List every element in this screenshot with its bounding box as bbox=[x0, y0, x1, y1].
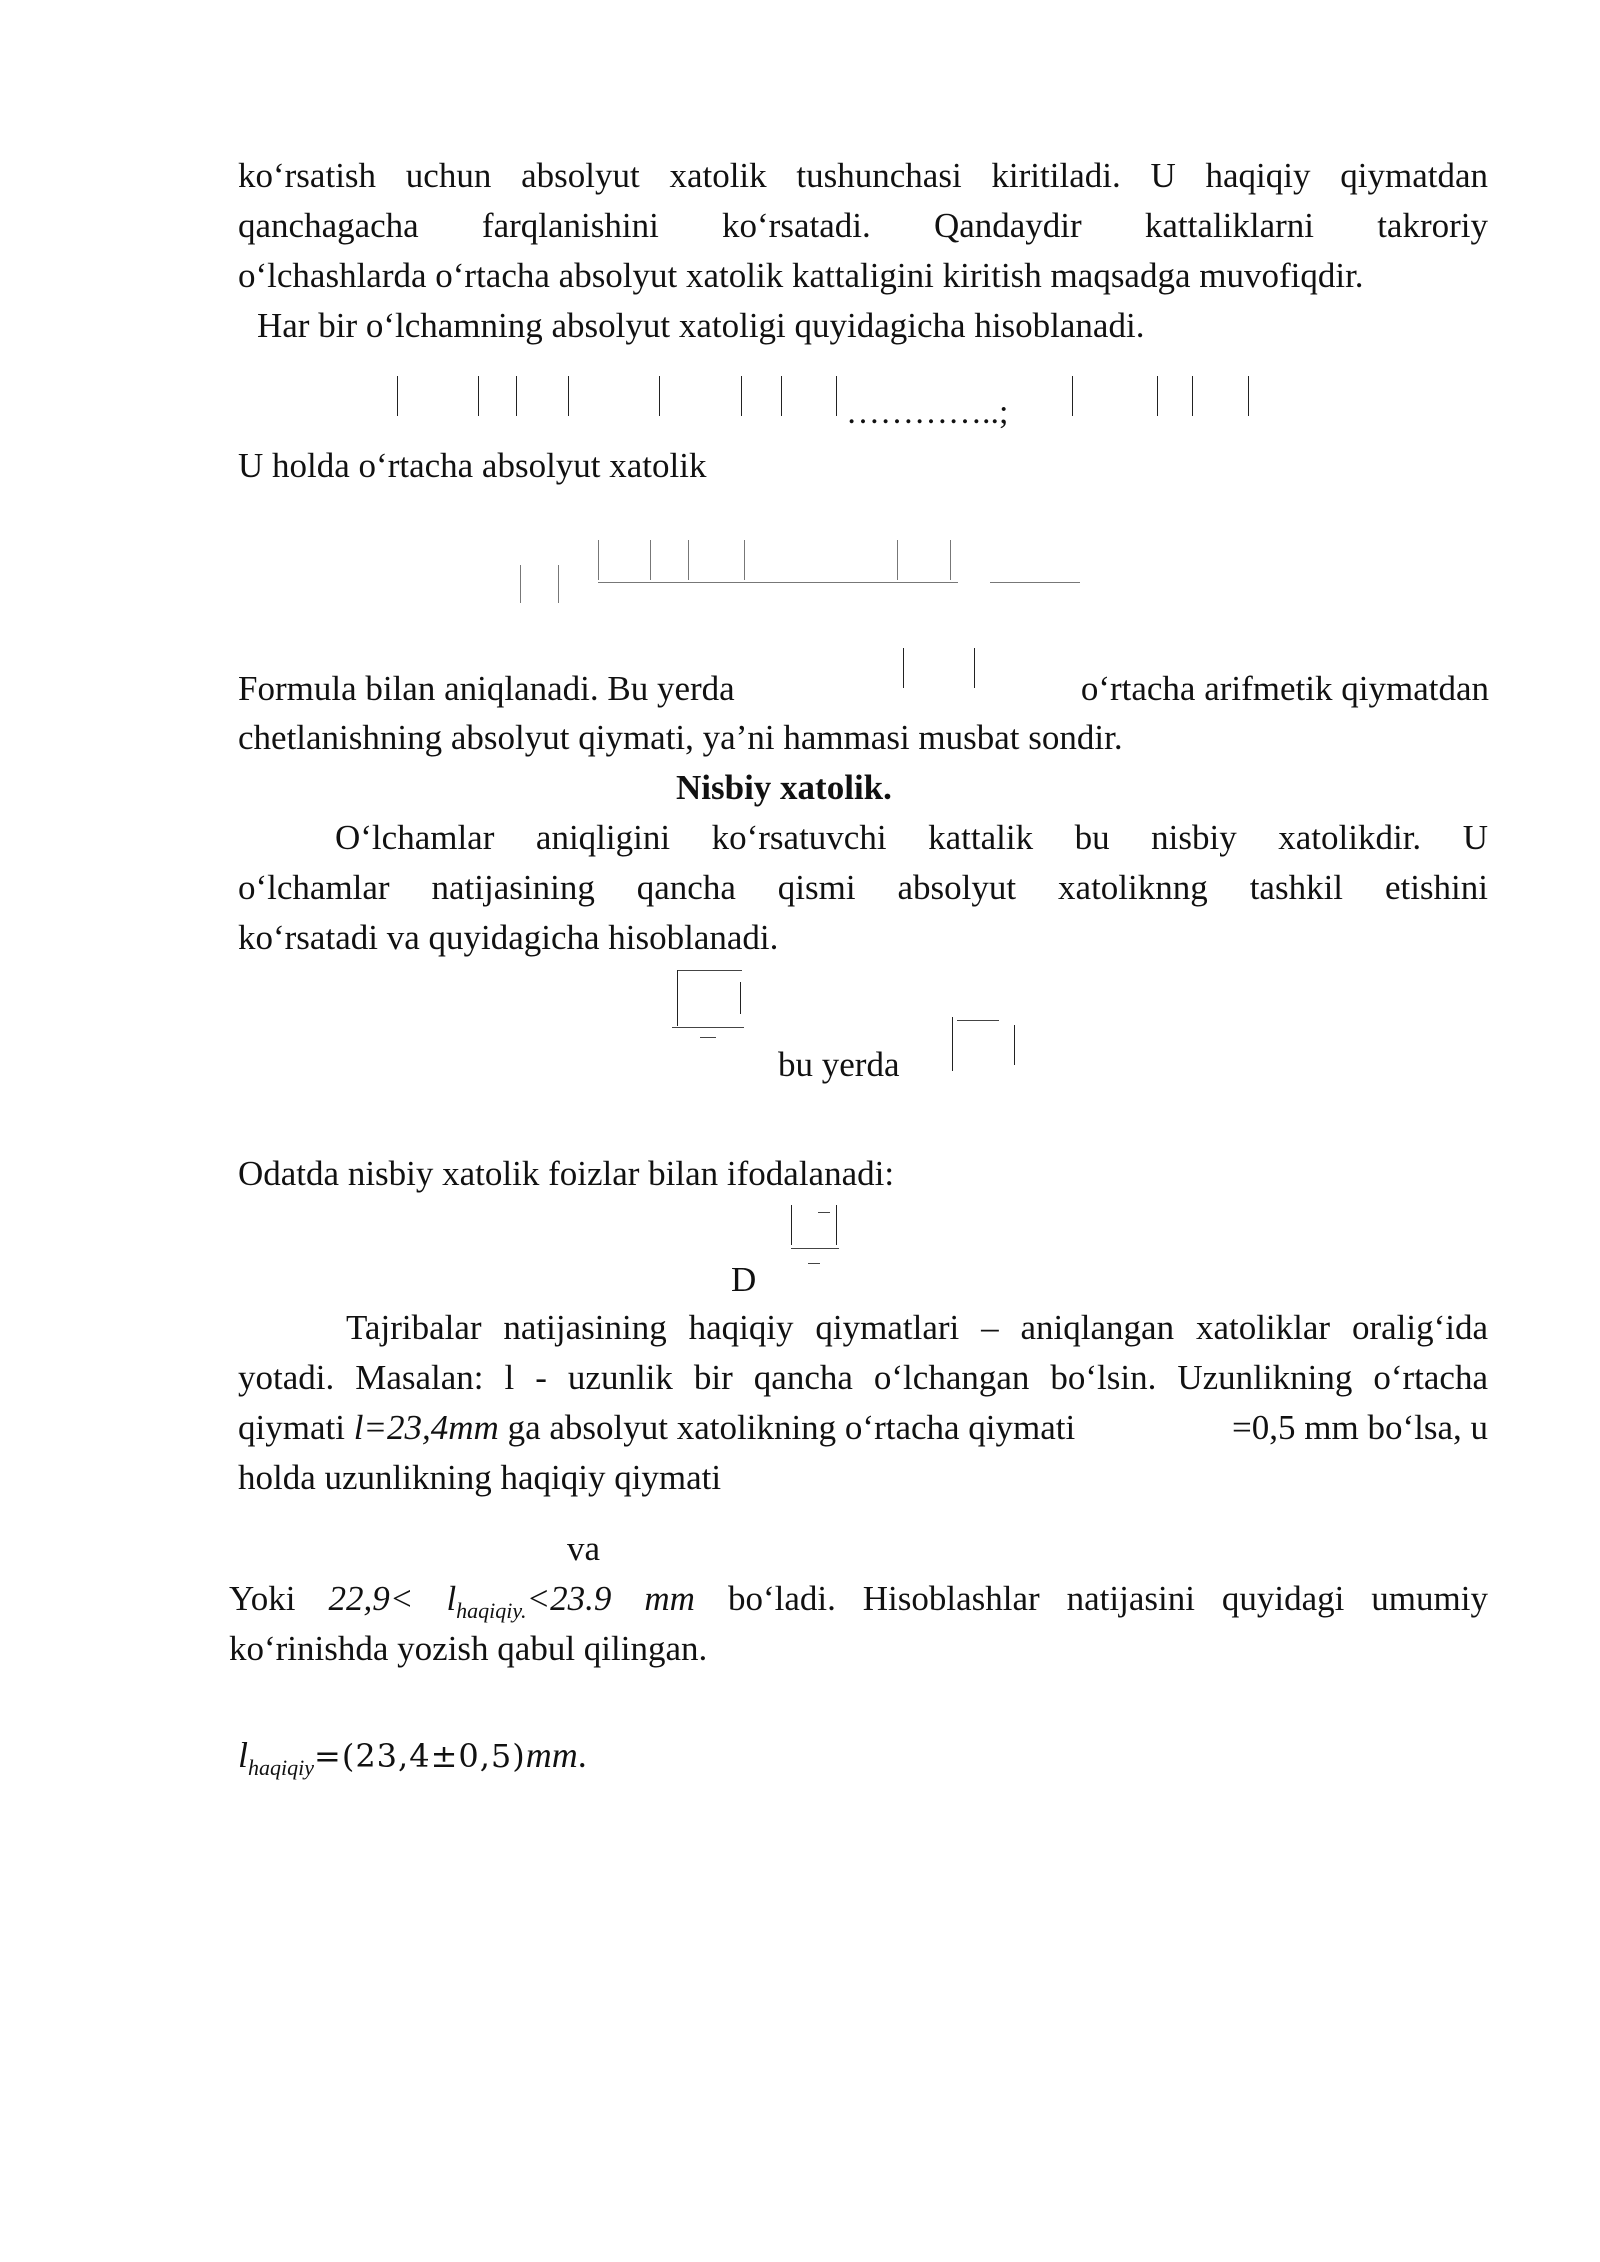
text-span: Yoki bbox=[229, 1579, 296, 1618]
text-line: =0,5 mm bo‘lsa, u bbox=[1232, 1408, 1488, 1447]
va-label: va bbox=[567, 1529, 601, 1568]
formula-glyph-bar bbox=[740, 982, 741, 1014]
unit: mm bbox=[525, 1735, 578, 1775]
formula-value: =(23,4±0,5) bbox=[314, 1737, 526, 1775]
formula-glyph-bar bbox=[516, 376, 517, 416]
variable-l: l bbox=[446, 1579, 457, 1618]
text-line: o‘rtacha arifmetik qiymatdan bbox=[1080, 669, 1489, 708]
range-lower: 22,9< bbox=[328, 1579, 414, 1618]
heading-relative-error: Nisbiy xatolik. bbox=[676, 768, 892, 807]
formula-glyph-bar bbox=[558, 565, 559, 603]
range-upper: <23.9 bbox=[526, 1579, 612, 1618]
formula-glyph-bar bbox=[688, 540, 689, 580]
text-line: ko‘rsatadi va quyidagicha hisoblanadi. bbox=[238, 918, 779, 957]
formula-glyph-bar bbox=[1157, 376, 1158, 416]
fraction-line bbox=[791, 1248, 839, 1249]
fraction-line bbox=[990, 582, 1080, 583]
formula-glyph-bar bbox=[568, 376, 569, 416]
formula-glyph-bar bbox=[659, 376, 660, 416]
formula-glyph-bar bbox=[952, 1017, 953, 1071]
paragraph-mean-absolute-error: U holda o‘rtacha absolyut xatolik bbox=[238, 446, 707, 485]
text-line: qanchagacha farqlanishini ko‘rsatadi. Qandaydir kattaliklarni takroriy bbox=[238, 206, 1488, 245]
fraction-line bbox=[598, 582, 958, 583]
formula-period: . bbox=[577, 1735, 587, 1775]
overline-mark bbox=[808, 1263, 820, 1264]
formula-glyph-bar bbox=[974, 648, 975, 688]
text-span: bo‘ladi. Hisoblashlar natijasini quyidagi umumiy bbox=[727, 1579, 1488, 1618]
bu-yerda-label: bu yerda bbox=[778, 1045, 900, 1084]
formula-glyph-bar bbox=[1072, 376, 1073, 416]
range-variable bbox=[446, 1574, 611, 1628]
formula-glyph-bar bbox=[744, 540, 745, 580]
formula-letter-d: D bbox=[731, 1260, 757, 1299]
text-line: Formula bilan aniqlanadi. Bu yerda bbox=[238, 669, 735, 708]
paragraph-percent: Odatda nisbiy xatolik foizlar bilan ifodalanadi: bbox=[238, 1154, 895, 1193]
formula-glyph-bar bbox=[397, 376, 398, 416]
formula-glyph-bar bbox=[650, 540, 651, 580]
formula-glyph-bar bbox=[478, 376, 479, 416]
formula-glyph-bar bbox=[950, 540, 951, 580]
variable-subscript: haqiqiy. bbox=[456, 1598, 527, 1623]
unit: mm bbox=[644, 1579, 695, 1618]
formula-glyph-bar bbox=[791, 1205, 792, 1245]
formula-glyph-bar bbox=[781, 376, 782, 416]
overline-mark bbox=[818, 1212, 830, 1213]
text-line: o‘lchamlar natijasining qancha qismi absolyut xatoliknng tashkil etishini bbox=[238, 868, 1488, 907]
variable-l: l bbox=[238, 1735, 249, 1775]
text-line: O‘lchamlar aniqligini ko‘rsatuvchi kattalik bu nisbiy xatolikdir. U bbox=[335, 818, 1488, 857]
paragraph-each-measurement: Har bir o‘lchamning absolyut xatoligi quyidagicha hisoblanadi. bbox=[257, 306, 1145, 345]
text-line bbox=[238, 1403, 1075, 1453]
text-span: ga absolyut xatolikning o‘rtacha qiymati bbox=[498, 1408, 1076, 1447]
formula-glyph-bar bbox=[677, 970, 678, 1026]
formula-glyph-bar bbox=[903, 648, 904, 688]
formula-glyph-bar bbox=[1192, 376, 1193, 416]
radical-top-line bbox=[677, 970, 742, 971]
formula-glyph-bar bbox=[1248, 376, 1249, 416]
formula-glyph-bar bbox=[836, 1205, 837, 1245]
text-line: holda uzunlikning haqiqiy qiymati bbox=[238, 1458, 722, 1497]
fraction-line bbox=[672, 1027, 744, 1028]
overline-mark bbox=[700, 1037, 716, 1038]
text-line: chetlanishning absolyut qiymati, ya’ni hammasi musbat sondir. bbox=[238, 718, 1123, 757]
overline-mark bbox=[957, 1020, 999, 1021]
formula-ellipsis: …………..; bbox=[846, 394, 1009, 431]
paragraph-absolute-error-intro bbox=[238, 151, 1488, 301]
text-line: o‘lchashlarda o‘rtacha absolyut xatolik kattaligini kiritish maqsadga muvofiqdir. bbox=[238, 256, 1364, 295]
text-line bbox=[229, 1574, 1488, 1628]
formula-glyph-bar bbox=[1014, 1025, 1015, 1065]
text-line: yotadi. Masalan: l - uzunlik bir qancha o‘lchangan bo‘lsin. Uzunlikning o‘rtacha bbox=[238, 1358, 1488, 1397]
formula-glyph-bar bbox=[741, 376, 742, 416]
variable-subscript: haqiqiy bbox=[248, 1755, 315, 1780]
text-line: ko‘rsatish uchun absolyut xatolik tushunchasi kiritiladi. U haqiqiy qiymatdan bbox=[238, 156, 1488, 195]
formula-glyph-bar bbox=[598, 540, 599, 580]
text-line: ko‘rinishda yozish qabul qilingan. bbox=[229, 1629, 708, 1668]
length-value: l=23,4mm bbox=[353, 1408, 499, 1447]
text-line: Tajribalar natijasining haqiqiy qiymatlari – aniqlangan xatoliklar oralig‘ida bbox=[346, 1308, 1488, 1347]
paragraph-relative-error bbox=[238, 813, 1488, 963]
formula-glyph-bar bbox=[836, 376, 837, 416]
text-span: qiymati bbox=[238, 1408, 354, 1447]
final-result-formula bbox=[238, 1734, 587, 1780]
formula-glyph-bar bbox=[520, 565, 521, 603]
formula-glyph-bar bbox=[897, 540, 898, 580]
